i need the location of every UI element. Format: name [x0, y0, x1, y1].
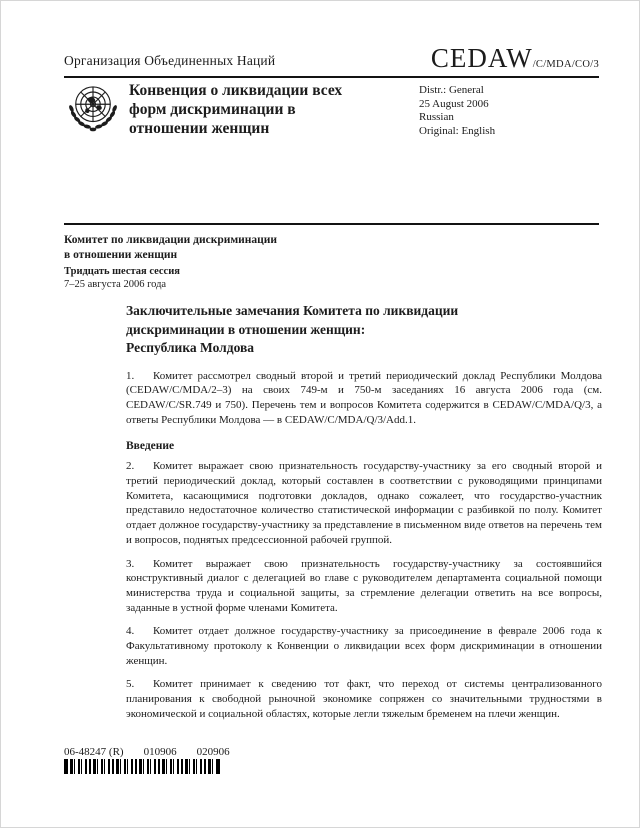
document-symbol-suffix: /C/MDA/CO/3: [532, 59, 599, 70]
document-title-line1: Заключительные замечания Комитета по ликвидации: [126, 303, 459, 318]
paragraph-4-number: 4.: [126, 625, 135, 638]
job-number: 06-48247 (R): [64, 746, 124, 758]
committee-block: [64, 233, 277, 291]
org-name: Организация Объединенных Наций: [64, 53, 276, 68]
document-symbol: [431, 43, 599, 74]
header-rule: [64, 76, 599, 78]
un-emblem-icon: [57, 81, 129, 144]
document-title-line3: Республика Молдова: [126, 340, 255, 355]
distr-date: 25 August 2006: [419, 97, 489, 110]
paragraph-1-number: 1.: [126, 369, 135, 382]
page-footer: [64, 746, 250, 774]
distr-line: Distr.: General: [419, 84, 484, 96]
footer-code-2: 020906: [196, 746, 230, 758]
paragraph-1-text: Комитет рассмотрел сводный второй и третий периодический доклад Республики Молдова (CEDAW/C/MDA/2–3) на своих 749-м и 750-м заседаниях 16 августа 2006 года (см. CEDAW/C/SR.749 и 750). Перечень тем и вопросов Комитета содержится в CEDAW/C/MDA/Q/3, а ответы Республики Молдова — в CEDAW/C/MDA/Q/3/Add.1.: [126, 369, 602, 426]
committee-name-line2: в отношении женщин: [64, 248, 178, 261]
committee-session: Тридцать шестая сессия: [64, 266, 180, 277]
document-symbol-main: CEDAW: [430, 43, 533, 73]
distribution-block: [419, 84, 495, 138]
barcode-icon: [64, 759, 220, 774]
document-title-line2: дискриминации в отношении женщин:: [126, 321, 366, 337]
paragraph-2-text: Комитет выражает свою признательность государству-участнику за его сводный второй и третий периодический доклад, который составлен в соответствии с руководящими принципами Комитета, касающимися подготовки докладов, однако сожалеет, что государство-участник представило недостаточное количество статистической информации с разбивкой по полу. Комитет отдает должное государству-участнику за представление в письменном виде ответов на перечень тем и вопросов, поднятых предсессионной рабочей группой.: [126, 460, 602, 546]
distr-language: Russian: [419, 111, 454, 123]
paragraph-1: [126, 369, 602, 428]
paragraph-3-number: 3.: [126, 557, 135, 570]
distr-original: Original: English: [419, 124, 496, 137]
paragraph-2-number: 2.: [126, 460, 135, 473]
paragraph-5-text: Комитет принимает к сведению тот факт, что переход от системы централизованного планирования к свободной рыночной экономике сопряжен со значительными трудностями в экономической и социальной областях, которые легли тяжелым бременем на плечи женщин.: [126, 678, 602, 720]
section-rule: [64, 223, 599, 225]
intro-heading: Введение: [126, 440, 175, 453]
paragraph-3-text: Комитет выражает свою признательность государству-участнику за состоявшийся конструктивный диалог с делегацией во главе с руководителем департамента социальной помощи министерства труда и социальной защиты, за стремление делегации ответить на все вопросы, заданные в устной форме членами Комитета.: [126, 557, 602, 614]
paragraph-3: [126, 557, 602, 616]
committee-dates: 7–25 августа 2006 года: [64, 279, 167, 290]
paragraph-5: [126, 677, 602, 721]
paragraph-2: [126, 459, 602, 547]
document-title: [126, 302, 602, 358]
document-body: [126, 302, 602, 731]
convention-title: Конвенция о ликвидации всех форм дискриминации в отношении женщин: [129, 82, 343, 137]
footer-code-1: 010906: [143, 746, 177, 758]
footer-codes: [64, 746, 250, 758]
committee-name-line1: Комитет по ликвидации дискриминации: [64, 234, 278, 246]
paragraph-5-number: 5.: [126, 678, 135, 691]
paragraph-4-text: Комитет отдает должное государству-участнику за присоединение в феврале 2006 года к Факультативному протоколу к Конвенции о ликвидации всех форм дискриминации в отношении женщин.: [126, 625, 602, 667]
paragraph-4: [126, 624, 602, 668]
